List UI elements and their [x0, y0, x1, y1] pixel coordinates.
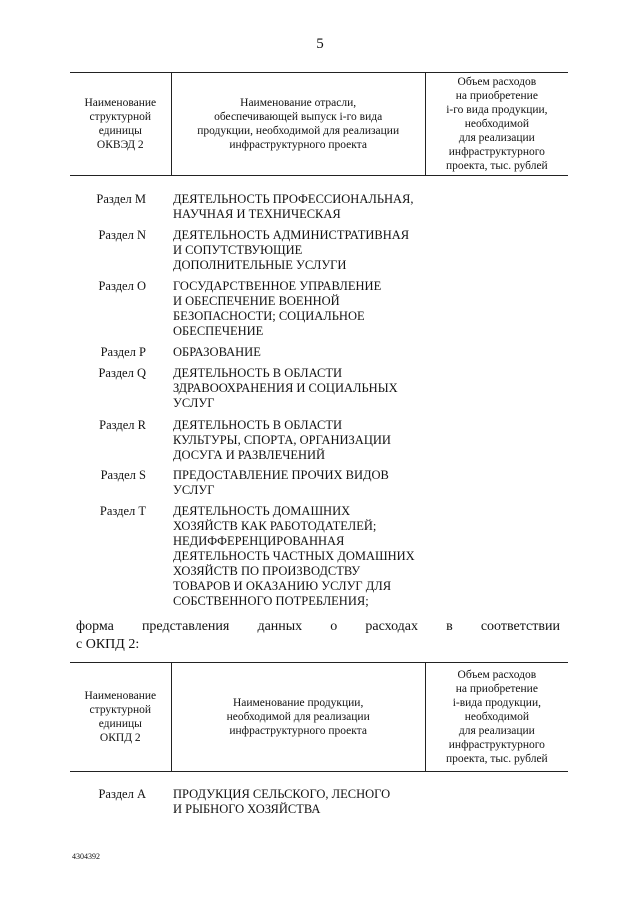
page-number: 5 — [316, 36, 324, 52]
header-line: структурной — [89, 704, 152, 716]
okpd-unit-header — [70, 663, 171, 772]
paragraph-word: данных — [257, 619, 303, 634]
section-code: Раздел S — [100, 468, 146, 482]
header-line: Объем расходов — [457, 76, 537, 88]
okpd-form-paragraph — [76, 618, 560, 654]
paragraph-word: представления — [141, 619, 230, 634]
paragraph-word: о — [330, 619, 338, 634]
header-line: Наименование — [84, 97, 157, 109]
header-line: на приобретение — [455, 683, 538, 695]
section-name: ДЕЯТЕЛЬНОСТЬ ПРОФЕССИОНАЛЬНАЯ, НАУЧНАЯ И ТЕХНИЧЕСКАЯ — [173, 192, 414, 221]
header-line: единицы — [98, 718, 142, 730]
header-line: i-вида продукции, — [452, 697, 541, 709]
header-line: для реализации — [458, 132, 535, 144]
okved-header-table — [70, 72, 568, 176]
header-line: i-го вида продукции, — [446, 104, 548, 116]
header-line: необходимой для реализации — [226, 711, 370, 723]
section-code: Раздел P — [100, 345, 146, 359]
okved-unit-header — [70, 73, 171, 176]
header-line: проекта, тыс. рублей — [445, 753, 548, 765]
section-code: Раздел O — [98, 279, 146, 293]
header-line: инфраструктурного проекта — [229, 139, 367, 151]
paragraph-word: форма — [76, 619, 114, 634]
okpd-header-table — [70, 662, 568, 772]
header-line: Наименование отрасли, — [240, 97, 357, 109]
paragraph-word: в — [446, 619, 453, 634]
header-line: необходимой — [464, 711, 530, 723]
header-line: ОКПД 2 — [99, 732, 141, 744]
header-line: инфраструктурного проекта — [229, 725, 367, 737]
header-line: обеспечивающей выпуск i-го вида — [214, 111, 383, 123]
header-line: необходимой — [464, 118, 530, 130]
header-line: инфраструктурного — [448, 146, 545, 158]
header-line: на приобретение — [455, 90, 538, 102]
header-line: Объем расходов — [457, 669, 537, 681]
document-id: 4304392 — [72, 852, 100, 861]
section-name: ДЕЯТЕЛЬНОСТЬ В ОБЛАСТИ ЗДРАВООХРАНЕНИЯ И СОЦИАЛЬНЫХ УСЛУГ — [173, 366, 398, 410]
header-line: ОКВЭД 2 — [96, 139, 144, 151]
header-line: проекта, тыс. рублей — [445, 160, 548, 172]
section-name: ПРЕДОСТАВЛЕНИЕ ПРОЧИХ ВИДОВ УСЛУГ — [173, 468, 389, 497]
section-code: Раздел Q — [98, 366, 146, 380]
section-name: ПРОДУКЦИЯ СЕЛЬСКОГО, ЛЕСНОГО И РЫБНОГО ХОЗЯЙСТВА — [173, 787, 391, 816]
section-code: Раздел N — [98, 228, 146, 242]
header-line: Наименование продукции, — [232, 697, 364, 709]
header-line: Наименование — [84, 690, 157, 702]
product-name-header — [171, 663, 425, 772]
section-code: Раздел R — [99, 418, 146, 432]
section-name: ОБРАЗОВАНИЕ — [173, 345, 261, 359]
paragraph-word: расходах — [365, 619, 419, 634]
section-name: ДЕЯТЕЛЬНОСТЬ ДОМАШНИХ ХОЗЯЙСТВ КАК РАБОТОДАТЕЛЕЙ; НЕДИФФЕРЕНЦИРОВАННАЯ ДЕЯТЕЛЬНОСТЬ ЧАСТНЫХ ДОМАШНИХ ХОЗЯЙСТВ ПО ПРОИЗВОДСТВУ ТОВАРОВ И ОКАЗАНИЮ УСЛУГ ДЛЯ СОБСТВЕННОГО ПОТРЕБЛЕНИЯ; — [173, 504, 415, 608]
section-code: Раздел T — [99, 504, 146, 518]
header-line: структурной — [89, 111, 152, 123]
paragraph-line-1 — [76, 618, 560, 636]
section-code: Раздел A — [98, 787, 146, 801]
header-line: продукции, необходимой для реализации — [197, 125, 400, 137]
section-name: ДЕЯТЕЛЬНОСТЬ В ОБЛАСТИ КУЛЬТУРЫ, СПОРТА, ОРГАНИЗАЦИИ ДОСУГА И РАЗВЛЕЧЕНИЙ — [173, 418, 391, 462]
expense-volume-header — [425, 73, 568, 176]
section-name: ДЕЯТЕЛЬНОСТЬ АДМИНИСТРАТИВНАЯ И СОПУТСТВУЮЩИЕ ДОПОЛНИТЕЛЬНЫЕ УСЛУГИ — [173, 228, 410, 272]
section-code: Раздел M — [96, 192, 146, 206]
header-line: для реализации — [458, 725, 535, 737]
header-line: единицы — [98, 125, 142, 137]
paragraph-word: соответствии — [480, 619, 560, 634]
header-line: инфраструктурного — [448, 739, 545, 751]
expense-volume-header-2 — [425, 663, 568, 772]
section-name: ГОСУДАРСТВЕННОЕ УПРАВЛЕНИЕ И ОБЕСПЕЧЕНИЕ ВОЕННОЙ БЕЗОПАСНОСТИ; СОЦИАЛЬНОЕ ОБЕСПЕЧЕНИЕ — [173, 279, 382, 338]
paragraph-line-2: с ОКПД 2: — [76, 637, 140, 652]
industry-name-header — [171, 73, 425, 176]
